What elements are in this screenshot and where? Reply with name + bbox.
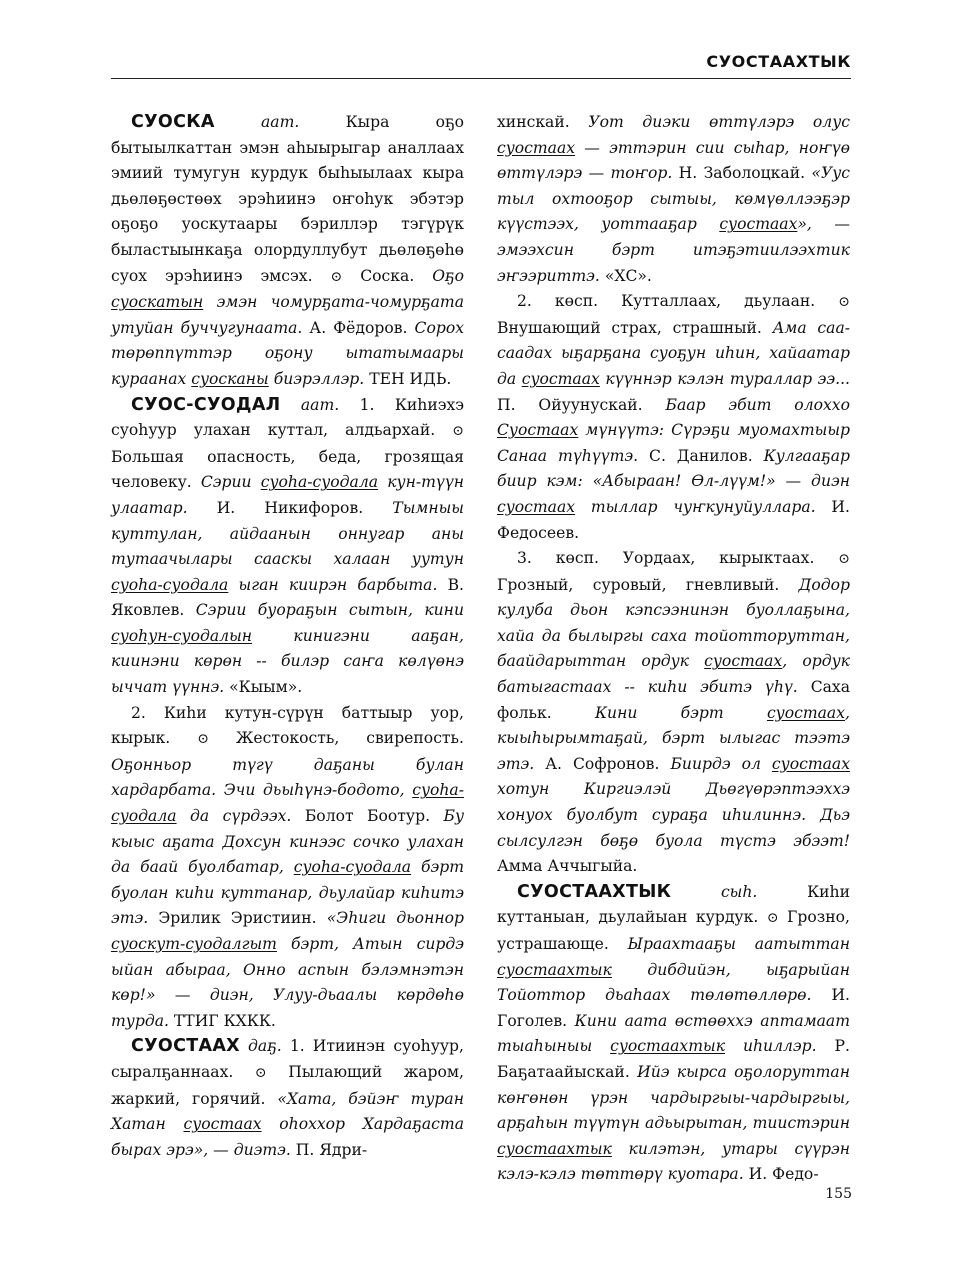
entry-suostaakh-continued [497, 110, 850, 289]
example: Сэрии [200, 473, 261, 492]
example-keyword: суоһа-суодала [111, 575, 229, 594]
source: С. Данилов. [638, 446, 764, 465]
example: — эттэрин сии сыһар, ноҥүө өттүлэрэ — тоҥор. [497, 138, 850, 183]
definition: 2. көсп. Кутталлаах, дьулаан. [517, 292, 839, 311]
definition: 1. Итиинэн суоһуур, сыралҕаннаах. [111, 1037, 464, 1081]
example: ыган киирэн барбыта. [228, 575, 438, 594]
entry-suos-suodal [111, 393, 464, 701]
example: да сүрдээх. [176, 807, 292, 826]
source: И. Гоголев. [497, 986, 851, 1030]
example-keyword: суостаах [771, 754, 850, 773]
example: , кыыһырымтаҕай, бэрт ылыгас тээтэ этэ. [497, 703, 850, 773]
source: хинскай. [497, 113, 589, 131]
definition: Киһи куттаныан, дьулайыан курдук. [497, 882, 850, 927]
page-number: 155 [825, 1186, 852, 1202]
source: Р. Баҕатаайыскай. [497, 1037, 850, 1081]
example: Бу кыыс аҕата Дохсун кинээс сочко улахан да баай буолбатар, [111, 807, 465, 877]
left-column [111, 110, 464, 1163]
example: Уот диэки өттүлэрэ олус [588, 113, 851, 131]
example: килэтэн, утары сүүрэн кэлэ-кэлэ төттөрү куотара. [497, 1139, 850, 1184]
example: «Эһиги дьоннор [326, 909, 464, 928]
example-keyword: суостаах [521, 369, 600, 388]
example-keyword: суостаахтык [497, 1139, 612, 1158]
example: », — эмээхсин бэрт итэҕэтиилээхтик эҥээриттэ. [497, 215, 850, 285]
headword: СУОСКА [131, 112, 215, 132]
example-keyword: суостаахтык [497, 960, 612, 979]
entry-suostaakh-sense-3 [497, 546, 850, 880]
example: оһоххор Хардаҕаста быраx эрэ», — диэтэ. [111, 1115, 464, 1159]
example-keyword: суостаах [497, 138, 576, 157]
example: күүннэр кэлэн тураллар ээ... [599, 369, 851, 388]
example-keyword: суостаах [766, 703, 846, 722]
example-keyword: суосканы [191, 369, 269, 388]
entry-suos-suodal-sense-2 [111, 701, 464, 1035]
example-keyword: суостаах [704, 652, 783, 671]
entry-suostaakh-sense-2 [497, 289, 850, 546]
example-keyword: суоскатын [111, 293, 204, 312]
source: А. Софронов. [534, 754, 671, 773]
example-keyword: суоһа-суодала [111, 781, 464, 826]
translation: Грозный, суровый, гневливый. [497, 575, 799, 594]
source: «ХС». [599, 266, 652, 285]
source: Амма Аччыгыйа. [497, 857, 638, 876]
example: Ама саа-саадах ыҕарҕана суоҕун иһин, хайаатар да [497, 318, 851, 388]
example: бэрт, Атын сирдэ ыйан абыраа, Онно аспын бэлэмнэтэн көр!» — диэн, Улуу-дьаалы көрдөһө турда. [111, 935, 464, 1030]
example-keyword: суоһа-суодала [260, 473, 379, 492]
example-keyword: суостаах [497, 497, 576, 516]
translation: Внушающий страх, страшный. [497, 318, 773, 337]
definition: 3. көсп. Уордаах, кырыктаах. [517, 549, 839, 568]
example: кун-түүн улаатар. [111, 473, 464, 517]
example-keyword: суостаах [719, 215, 798, 234]
translation: Грозно, устрашающе. [497, 908, 850, 953]
example: Кулгааҕар биир кэм: «Абыраан! Өл-лүүм!» — диэн [497, 446, 850, 491]
example: Сорох төрөппүттэр оҕону ытатымаары кураанах [111, 318, 464, 388]
source: П. Ойуунускай. [497, 395, 666, 414]
example: кинигэни ааҕан, киинэни көрөн -- билэр саҥа көлүөнэ ыччат үүннэ. [111, 626, 464, 697]
source: «Кыым». [224, 678, 303, 697]
example: эмэн чомурҕата-чомурҕата утуйан буччугунаата. [111, 293, 464, 337]
translation-marker-icon: ⊙ [838, 294, 850, 311]
headword: СУОСТААХ [131, 1036, 240, 1057]
example: иһиллэр. [725, 1037, 817, 1056]
translation-marker-icon: ⊙ [330, 268, 343, 285]
source: ТТИГ КХКК. [168, 1011, 276, 1030]
translation-marker-icon: ⊙ [197, 731, 209, 748]
source: В. Яковлев. [111, 575, 464, 620]
example: биэрэллэр. [268, 369, 365, 388]
source: П. Ядри- [290, 1140, 368, 1159]
translation-marker-icon: ⊙ [254, 1064, 267, 1081]
example: дибдийэн, ыҕарыйан Тойоттор дьаһаах төлөтөллөрө. [497, 960, 850, 1005]
example-keyword: суоһун-суодалын [111, 626, 253, 645]
example: Ийэ кырса оҕолоруттан көҥөнөн үрэн чардыргыы-чардыргыы, арҕаһын түүтүн адьырытан, тиистэрин [497, 1062, 850, 1133]
example: хотун Киргиэлэй Дьөгүөрэптээххэ хонуох буолбут сураҕа иһилиннэ. Дьэ сылсулгэн бөҕө буола түстэ эбээт! [497, 780, 850, 850]
source: И. Никифоров. [187, 498, 393, 517]
translation: Пылающий жаром, жаркий, горячий. [111, 1062, 464, 1108]
source: Эрилик Эристиин. [148, 909, 327, 928]
source: Болот Боотур. [291, 807, 444, 826]
example: Кини бэрт [594, 703, 767, 722]
translation: Большая опасность, беда, грозящая человеку. [111, 447, 464, 492]
source: И. Федосеев. [497, 497, 850, 542]
example: , ордук батыгастаах -- киһи эбитэ үһү. [497, 652, 850, 697]
example-keyword: суостаах [183, 1115, 262, 1134]
definition: 2. Киһи кутун-сүрүн баттыыр уор, кырык. [111, 703, 464, 748]
entry-suostaakh [111, 1034, 464, 1163]
source: Саха фольк. [497, 678, 851, 722]
example: Ыраахтааҕы аатыттан [627, 935, 850, 953]
definition: 1. Киһиэхэ суоһуур улахан куттал, алдьархай. [111, 395, 464, 440]
example: Додор кулуба дьон кэпсээнинэн буоллаҕына, хайа да былыргы саха тойотторуттан, баайдарыттан ордук [497, 575, 850, 671]
example-keyword: суоһа-суодала [293, 858, 412, 877]
example-keyword: суоскут-суодалгыт [111, 935, 277, 953]
example: Оҕонньор түгү даҕаны булан хардарбата. Эчи дьыһүнэ-бодото, [111, 755, 464, 800]
source: Н. Заболоцкай. [672, 164, 812, 183]
translation: Жестокость, свирепость. [208, 729, 464, 748]
part-of-speech: даҕ. [248, 1037, 282, 1056]
entry-suoska [111, 110, 464, 393]
example: бэрт буолан киһи куттанар, дьулайар киһитэ этэ. [111, 858, 464, 928]
example: Кини аата өстөөххэ аптамаат тыаһыныы [497, 1011, 850, 1056]
part-of-speech: аат. [260, 113, 300, 131]
definition: Кыра оҕо бытыылкаттан эмэн аһыырыгар аналлаах эмиий тумугун курдук быһыылаах кыра дьөлөҕөстөөх эрэһиинэ оҥоһук эбэтэр оҕоҕо уоскутаары бэриллэр тэгүрүк быластыынкаҕа олордуллубут дьөлөҕөһө суох эрэһиинэ эмсэх. [111, 113, 464, 285]
headword: СУОС-СУОДАЛ [131, 394, 281, 415]
running-header: СУОСТААХТЫК [706, 52, 851, 71]
source: ТЕН ИДЬ. [364, 369, 452, 388]
part-of-speech: сыһ. [720, 882, 758, 901]
example: Оҕо [432, 266, 465, 285]
entry-suostaakhtyk [497, 880, 850, 1188]
right-column [497, 110, 850, 1188]
translation-marker-icon: ⊙ [452, 423, 464, 440]
translation-marker-icon: ⊙ [766, 910, 779, 927]
translation: Соска. [342, 266, 433, 285]
example: Баар эбит олоххо [665, 395, 850, 414]
example-keyword: Суостаах [497, 421, 579, 440]
example: Биирдэ ол [670, 754, 772, 773]
example: «Хата, бэйэҥ туран Хатан [111, 1089, 464, 1134]
translation-marker-icon: ⊙ [838, 551, 850, 568]
source: А. Фёдоров. [302, 318, 415, 337]
source: И. Федо- [743, 1165, 819, 1184]
example: Сэрии буораҕын сытын, кини [195, 601, 464, 620]
example-keyword: суостаахтык [610, 1037, 726, 1056]
example: «Уус тыл охтооҕор сытыы, көмүөллээҕэр күүстээх, уоттааҕар [497, 164, 850, 234]
headword: СУОСТААХТЫК [517, 881, 672, 902]
part-of-speech: аат. [300, 395, 340, 414]
header-rule [111, 78, 851, 79]
example: Тымныы куттулан, айдаанын оннугар аны тутаачылары сааскы халаан уутун [111, 498, 464, 569]
example: мүнүүтэ: Сүрэҕи муомахтыыр Санаа түһүүтэ. [497, 421, 850, 465]
example: тыллар чуҥкунуйуллара. [575, 497, 816, 516]
